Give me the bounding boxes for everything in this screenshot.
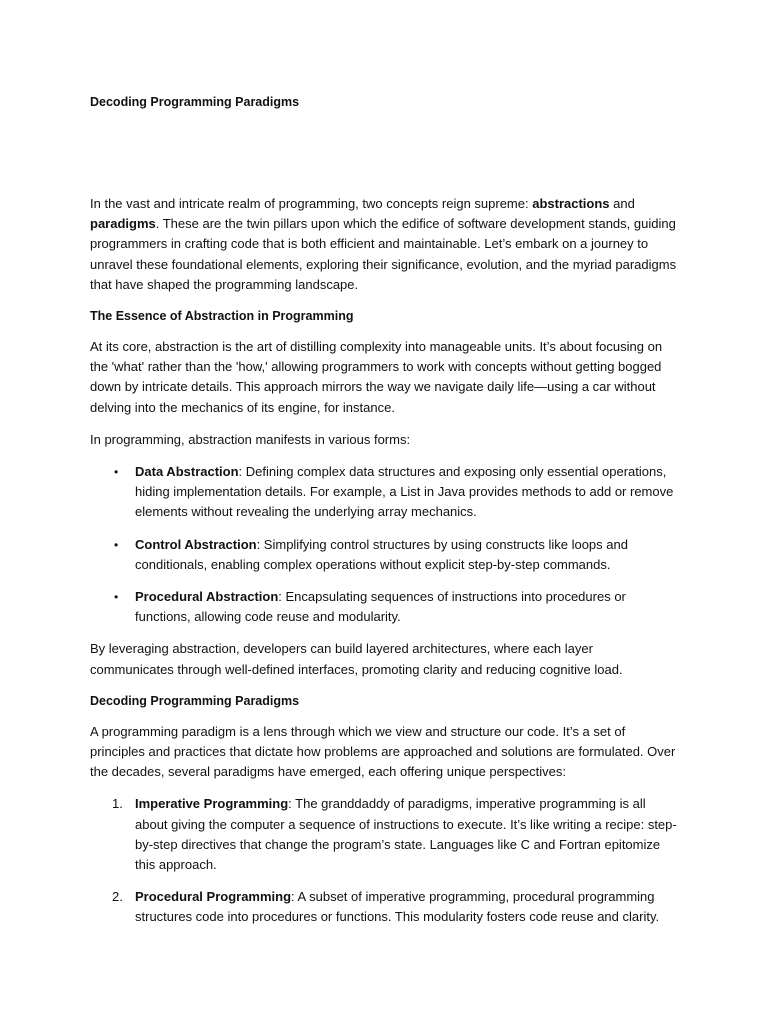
list-item-text: : Encapsulating sequences of instructions into procedures or functions, allowing code reuse and modularity.: [135, 589, 626, 625]
list-item: [112, 794, 680, 875]
list-item-term: Data Abstraction: [135, 464, 239, 480]
document-title: Decoding Programming Paradigms: [90, 95, 300, 109]
list-item-term: Control Abstraction: [135, 536, 257, 552]
abstraction-paragraph-1: At its core, abstraction is the art of distilling complexity into manageable units. It’s about focusing on the 'what' rather than the 'how,' allowing programmers to work with concepts without getting bogged down by intricate details. This approach mirrors the way we navigate daily life—using a car without delving into the mechanics of its engine, for instance.: [90, 339, 663, 415]
list-item-text: : The granddaddy of paradigms, imperative programming is all about giving the computer a sequence of instructions to execute. It’s like writing a recipe: step-by-step directives that change the program’s state. Languages like C and Fortran epitomize this approach.: [135, 796, 677, 873]
list-item-number: 2.: [112, 889, 123, 905]
section-heading-abstraction: The Essence of Abstraction in Programming: [90, 309, 354, 324]
list-item-number: 1.: [112, 796, 123, 812]
intro-bold-abstractions: abstractions: [532, 196, 610, 211]
list-item-text: : Simplifying control structures by using constructs like loops and conditionals, enabling complex operations without explicit step-by-step commands.: [135, 536, 628, 572]
list-item-text: : A subset of imperative programming, procedural programming structures code into procedures or functions. This modularity fosters code reuse and clarity.: [135, 889, 660, 925]
list-item: [114, 587, 680, 627]
paradigms-paragraph-1: A programming paradigm is a lens through which we view and structure our code. It’s a set of principles and practices that dictate how problems are approached and solutions are formulated. Over the decades, several paradigms have emerged, each offering unique perspectives:: [90, 723, 676, 780]
abstraction-bullet-list: [90, 462, 680, 627]
list-item-term: Imperative Programming: [135, 796, 289, 812]
bullet-icon: •: [114, 465, 119, 480]
document-page: [90, 93, 680, 940]
list-item-term: Procedural Programming: [135, 889, 292, 905]
intro-text-2: and: [609, 196, 635, 211]
list-item-term: Procedural Abstraction: [135, 589, 279, 605]
bullet-icon: •: [114, 537, 119, 552]
list-item: [112, 887, 680, 927]
list-item: [114, 462, 680, 523]
abstraction-paragraph-3: By leveraging abstraction, developers can build layered architectures, where each layer communicates through well-defined interfaces, promoting clarity and reducing cognitive load.: [90, 641, 623, 677]
list-item: [114, 535, 680, 575]
intro-text-3: . These are the twin pillars upon which the edifice of software development stands, guiding programmers in crafting code that is both efficient and maintainable. Let’s embark on a journey to unravel these foundational elements, exploring their significance, evolution, and the myriad paradigms that have shaped the programming landscape.: [90, 216, 677, 292]
paradigms-numbered-list: [90, 794, 680, 927]
abstraction-paragraph-2: In programming, abstraction manifests in various forms:: [90, 431, 411, 447]
intro-bold-paradigms: paradigms: [90, 216, 156, 232]
intro-paragraph: [90, 194, 680, 295]
list-item-text: : Defining complex data structures and exposing only essential operations, hiding implementation details. For example, a List in Java provides methods to add or remove elements without revealing the underlying array mechanics.: [135, 464, 674, 520]
section-heading-paradigms: Decoding Programming Paradigms: [90, 693, 300, 708]
intro-text-1: In the vast and intricate realm of programming, two concepts reign supreme:: [90, 196, 533, 211]
bullet-icon: •: [114, 590, 119, 605]
